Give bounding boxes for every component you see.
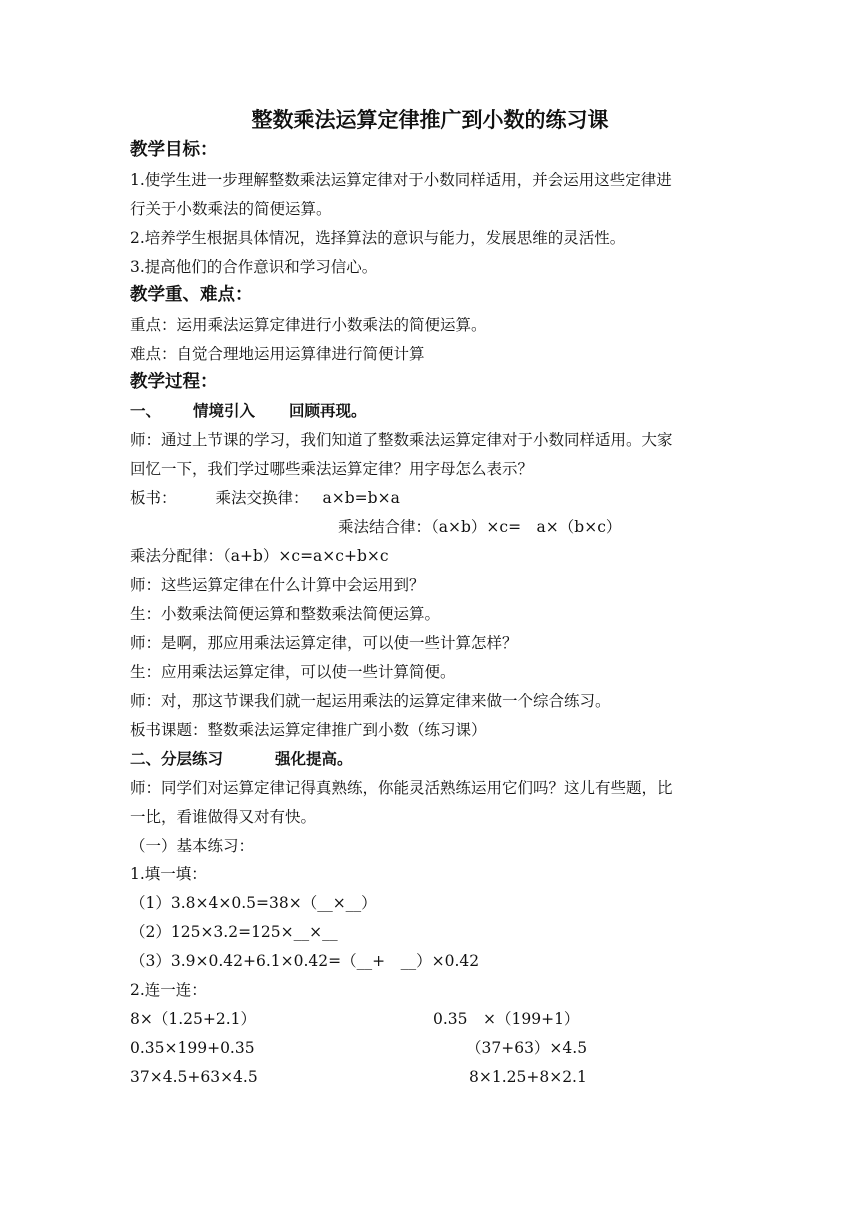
key-point: 重点：运用乘法运算定律进行小数乘法的简便运算。	[130, 316, 487, 334]
board-label: 板书：	[130, 489, 177, 507]
section-2-part-b: 强化提高。	[275, 749, 353, 768]
connect-heading: 2.连一连：	[130, 981, 207, 999]
section-2-heading	[130, 749, 353, 769]
connect-left-2: 0.35×199+0.35	[130, 1039, 255, 1057]
objectives-heading: 教学目标：	[130, 140, 218, 160]
connect-right-1: 0.35 ×（199+1）	[433, 1010, 580, 1028]
student-answer-2: 生：应用乘法运算定律，可以使一些计算简便。	[130, 663, 456, 681]
fill-item-2: （2）125×3.2=125×__×__	[130, 923, 338, 941]
student-answer-1: 生：小数乘法简便运算和整数乘法简便运算。	[130, 605, 441, 623]
process-heading: 教学过程：	[130, 372, 218, 392]
connect-right-2: （37+63）×4.5	[466, 1039, 588, 1057]
teacher-question-2: 师：是啊，那应用乘法运算定律，可以使一些计算怎样？	[130, 634, 518, 652]
teacher-line-2b: 一比，看谁做得又对有快。	[130, 808, 317, 826]
objective-3: 3.提高他们的合作意识和学习信心。	[130, 258, 378, 276]
keypoints-heading: 教学重、难点：	[130, 285, 253, 305]
connect-left-1: 8×（1.25+2.1）	[130, 1010, 256, 1028]
commutative-law-label: 乘法交换律：	[215, 489, 309, 507]
distributive-law: 乘法分配律：（a+b）×c=a×c+b×c	[130, 547, 389, 565]
objective-1-line-b: 行关于小数乘法的简便运算。	[130, 200, 332, 218]
commutative-law-formula: a×b=b×a	[322, 489, 400, 507]
page-title: 整数乘法运算定律推广到小数的练习课	[251, 107, 609, 132]
section-1-part-b: 回顾再现。	[289, 401, 367, 420]
teacher-line-1b: 回忆一下，我们学过哪些乘法运算定律？用字母怎么表示？	[130, 460, 534, 478]
teacher-line-2a: 师：同学们对运算定律记得真熟练，你能灵活熟练运用它们吗？这儿有些题，比	[130, 779, 673, 797]
connect-right-3: 8×1.25+8×2.1	[469, 1068, 587, 1086]
objective-2: 2.培养学生根据具体情况，选择算法的意识与能力，发展思维的灵活性。	[130, 229, 626, 247]
section-1-part-a: 情境引入	[193, 401, 256, 420]
section-2-part-a: 二、分层练习	[130, 749, 224, 768]
fill-in-heading: 1.填一填：	[130, 865, 207, 883]
teacher-question-1: 师：这些运算定律在什么计算中会运用到？	[130, 576, 425, 594]
board-topic: 板书课题：整数乘法运算定律推广到小数（练习课）	[130, 721, 487, 739]
board-commutative-line	[130, 488, 400, 508]
teacher-line-1a: 师：通过上节课的学习，我们知道了整数乘法运算定律对于小数同样适用。大家	[130, 431, 673, 449]
teacher-question-3: 师：对，那这节课我们就一起运用乘法的运算定律来做一个综合练习。	[130, 692, 611, 710]
fill-item-1: （1）3.8×4×0.5=38×（__×__）	[130, 894, 377, 912]
associative-law: 乘法结合律：（a×b）×c= a×（b×c）	[338, 518, 622, 536]
basic-practice-heading: （一）基本练习：	[130, 837, 255, 855]
section-1-number: 一、	[130, 401, 162, 420]
difficulty-point: 难点：自觉合理地运用运算律进行简便计算	[130, 345, 425, 363]
section-1-heading	[130, 401, 367, 421]
fill-item-3: （3）3.9×0.42+6.1×0.42=（__+ __）×0.42	[130, 952, 480, 970]
connect-left-3: 37×4.5+63×4.5	[130, 1068, 258, 1086]
objective-1-line-a: 1.使学生进一步理解整数乘法运算定律对于小数同样适用，并会运用这些定律进	[130, 171, 672, 189]
